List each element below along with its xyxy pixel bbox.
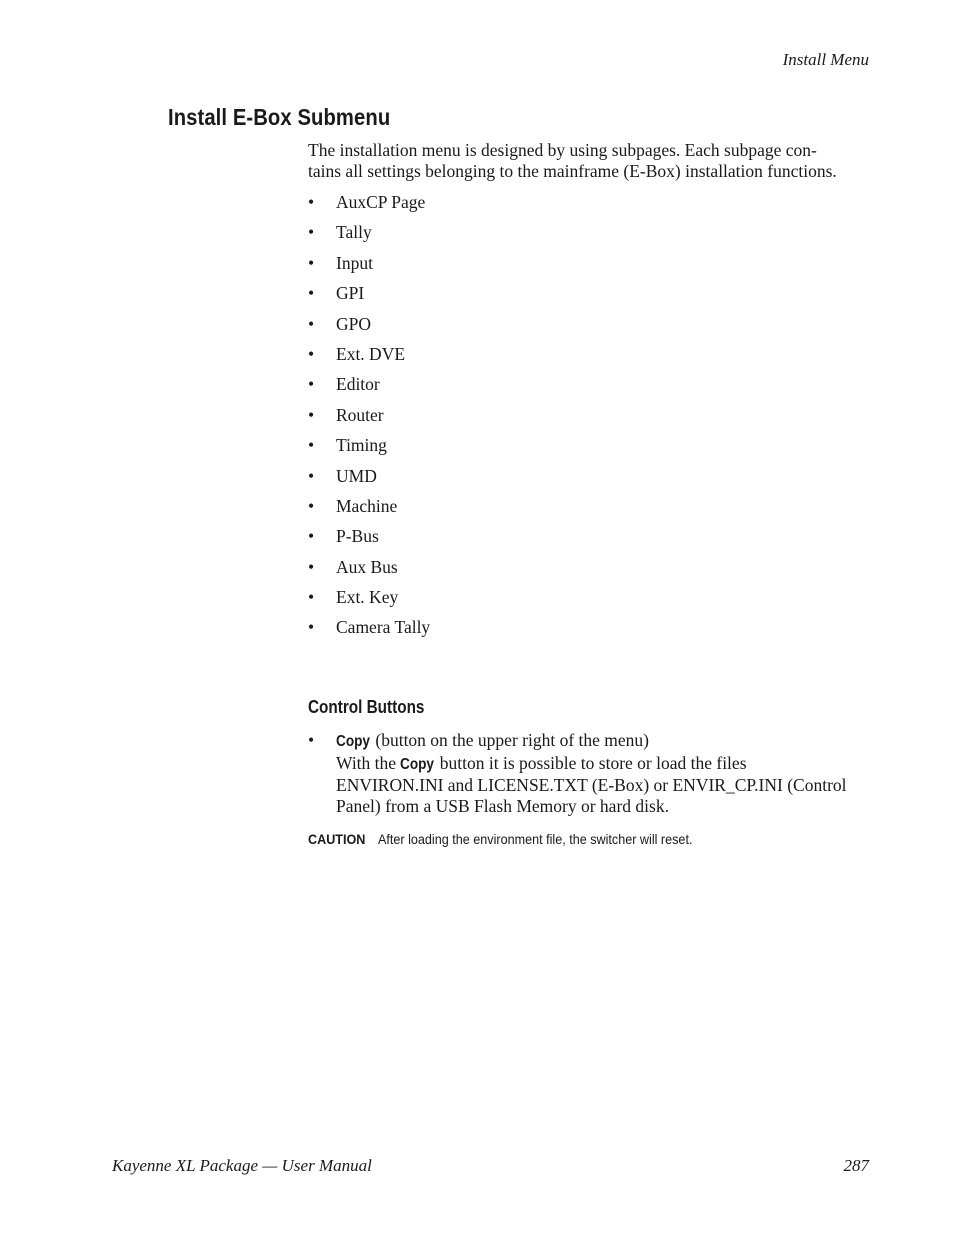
list-item-label: Ext. DVE: [336, 343, 406, 364]
list-item: [308, 615, 430, 645]
copy-with-the: With the: [336, 752, 401, 773]
copy-text-rest: button it is possible to store or load the files: [435, 752, 747, 773]
intro-line-1: The installation menu is designed by using subpages. Each subpage con-: [308, 140, 817, 160]
list-item-copy: [308, 730, 878, 816]
list-item: [308, 464, 430, 494]
list-item-label: Tally: [336, 222, 372, 243]
copy-button-description: (button on the upper right of the menu): [371, 730, 649, 750]
list-item-label: UMD: [336, 465, 377, 486]
bullet-mark: •: [308, 617, 315, 638]
copy-text-line2: ENVIRON.INI and LICENSE.TXT (E-Box) or ENVIR_CP.INI (Control: [336, 775, 847, 795]
list-item: [308, 220, 430, 250]
bullet-mark: •: [308, 192, 315, 212]
control-buttons-heading: Control Buttons: [308, 697, 425, 717]
list-item: [308, 342, 430, 372]
list-item-label: Input: [336, 252, 373, 273]
list-item: [308, 494, 430, 524]
bullet-mark: •: [308, 404, 315, 425]
list-item: [308, 555, 430, 585]
caution-text: After loading the environment file, the switcher will reset.: [377, 831, 693, 847]
list-item: [308, 312, 430, 342]
bullet-mark: •: [308, 730, 315, 750]
list-item-label: P-Bus: [336, 526, 379, 547]
page-number: 287: [843, 1156, 869, 1175]
list-item-label: Timing: [336, 435, 387, 456]
bullet-mark: •: [308, 252, 315, 273]
list-item-label: Aux Bus: [336, 556, 398, 577]
copy-button-name-inline: Copy: [400, 755, 435, 773]
list-item-label: GPI: [336, 283, 365, 304]
list-item-label: Camera Tally: [336, 617, 431, 638]
bullet-mark: •: [308, 343, 315, 364]
list-item-label: Machine: [336, 495, 398, 516]
list-item-label: Ext. Key: [336, 587, 399, 608]
list-item: [308, 251, 430, 281]
bullet-mark: •: [308, 374, 315, 395]
list-item: [308, 281, 430, 311]
bullet-mark: •: [308, 587, 315, 608]
section-title: Install E-Box Submenu: [168, 104, 391, 130]
intro-line-2: tains all settings belonging to the mainframe (E-Box) installation functions.: [308, 161, 837, 181]
intro-paragraph: [308, 140, 878, 182]
list-item-label: Editor: [336, 374, 380, 395]
copy-text-line3: Panel) from a USB Flash Memory or hard disk.: [336, 795, 669, 816]
list-item: [308, 585, 430, 615]
list-item-label: Router: [336, 404, 384, 425]
list-item: [308, 372, 430, 402]
bullet-mark: •: [308, 222, 315, 243]
list-item: [308, 190, 430, 220]
bullet-mark: •: [308, 526, 315, 547]
bullet-mark: •: [308, 556, 315, 577]
caution-note: [308, 831, 878, 847]
list-item: [308, 524, 430, 554]
subpage-list: [308, 190, 430, 646]
list-item-label: GPO: [336, 313, 372, 334]
list-item: [308, 403, 430, 433]
control-buttons-list: [308, 730, 878, 816]
caution-label: CAUTION: [308, 831, 366, 847]
bullet-mark: •: [308, 495, 315, 516]
list-item-label: AuxCP Page: [336, 192, 426, 212]
bullet-mark: •: [308, 313, 315, 334]
bullet-mark: •: [308, 435, 315, 456]
footer-title: Kayenne XL Package — User Manual: [112, 1156, 372, 1175]
bullet-mark: •: [308, 283, 315, 304]
list-item: [308, 433, 430, 463]
bullet-mark: •: [308, 465, 315, 486]
copy-button-name: Copy: [336, 733, 370, 750]
running-header: Install Menu: [782, 50, 869, 69]
